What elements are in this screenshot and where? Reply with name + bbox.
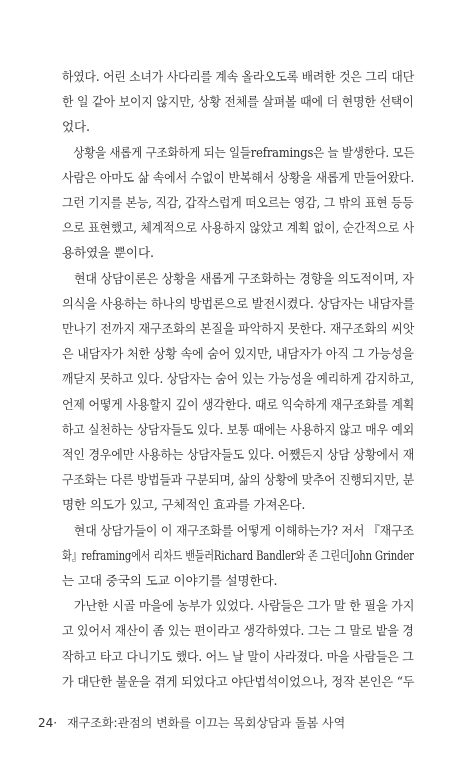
text-line: 현대 상담이론은 상황을 새롭게 구조화하는 경향을 의도적이며, 자 [62, 270, 414, 286]
text-line: 하였다. 어린 소녀가 사다리를 계속 올라오도록 배려한 것은 그리 대단 [62, 69, 414, 84]
text-line: 현대 상담가들이 이 재구조화를 어떻게 이해하는가? 저서 『재구조 [62, 522, 414, 538]
text-line: 은 내담자가 처한 상황 속에 숨어 있지만, 내담자가 아직 그 가능성을 [62, 346, 414, 362]
text-line: 상황을 새롭게 구조화하게 되는 일들reframings은 늘 발생한다. 모든 [62, 144, 415, 160]
page-number: 24· [38, 716, 58, 730]
text-line: 고 있어서 재산이 좀 있는 편이라고 생각하였다. 그는 그 말로 밭을 경 [62, 623, 414, 639]
paragraph [62, 593, 414, 694]
paragraph [62, 64, 414, 140]
text-line: 그런 기지를 본능, 직감, 갑작스럽게 떠오르는 영감, 그 밖의 표현 등등 [62, 195, 414, 211]
text-line: 의식을 사용하는 하나의 방법론으로 발전시켰다. 상담자는 내담자를 [62, 295, 415, 311]
text-line: 만나기 전까지 재구조화의 본질을 파악하지 못한다. 재구조화의 씨앗 [62, 321, 415, 337]
text-line: 사람은 아마도 삶 속에서 수없이 반복해서 상황을 새롭게 만들어왔다. [62, 169, 415, 185]
text-line: 가난한 시골 마을에 농부가 있었다. 사람들은 그가 말 한 필을 가지 [62, 598, 415, 614]
text-line: 용하였을 뿐이다. [62, 245, 154, 261]
text-line: 작하고 타고 다니기도 했다. 어느 날 말이 사라졌다. 마을 사람들은 그 [62, 648, 414, 664]
text-line: 깨닫지 못하고 있다. 상담자는 숨어 있는 가능성을 예리하게 감지하고, [62, 371, 414, 387]
text-line: 구조화는 다른 방법들과 구분되며, 삶의 상황에 맞추어 진행되지만, 분 [62, 472, 414, 488]
text-line: 언제 어떻게 사용할지 깊이 생각한다. 때로 익숙하게 재구조화를 계획 [62, 396, 415, 412]
text-line: 가 대단한 불운을 겪게 되었다고 야단법석이었으나, 정작 본인은 “두 [62, 673, 415, 689]
paragraph [62, 266, 414, 518]
text-line: 적인 경우에만 사용하는 상담자들도 있다. 어쨌든지 상담 상황에서 재 [62, 447, 415, 463]
page-footer [38, 714, 438, 731]
text-line: 었다. [62, 119, 90, 135]
text-line: 한 일 같아 보이지 않지만, 상황 전체를 살펴볼 때에 더 현명한 선택이 [62, 94, 414, 110]
paragraph [62, 518, 414, 594]
text-line: 화』reframing에서 리차드 밴들러Richard Bandler와 존 그린더John Grinder [62, 547, 414, 563]
text-line: 으로 표현했고, 체계적으로 사용하지 않았고 계획 없이, 순간적으로 사 [62, 220, 414, 236]
paragraph [62, 140, 414, 266]
text-line: 는 고대 중국의 도교 이야기를 설명한다. [62, 573, 278, 589]
body-text [62, 64, 414, 694]
text-line: 하고 실천하는 상담자들도 있다. 보통 때에는 사용하지 않고 매우 예외 [62, 421, 414, 437]
running-title: 재구조화:관점의 변화를 이끄는 목회상담과 돌봄 사역 [67, 716, 346, 730]
text-line: 명한 의도가 있고, 구체적인 효과를 가져온다. [62, 497, 306, 513]
